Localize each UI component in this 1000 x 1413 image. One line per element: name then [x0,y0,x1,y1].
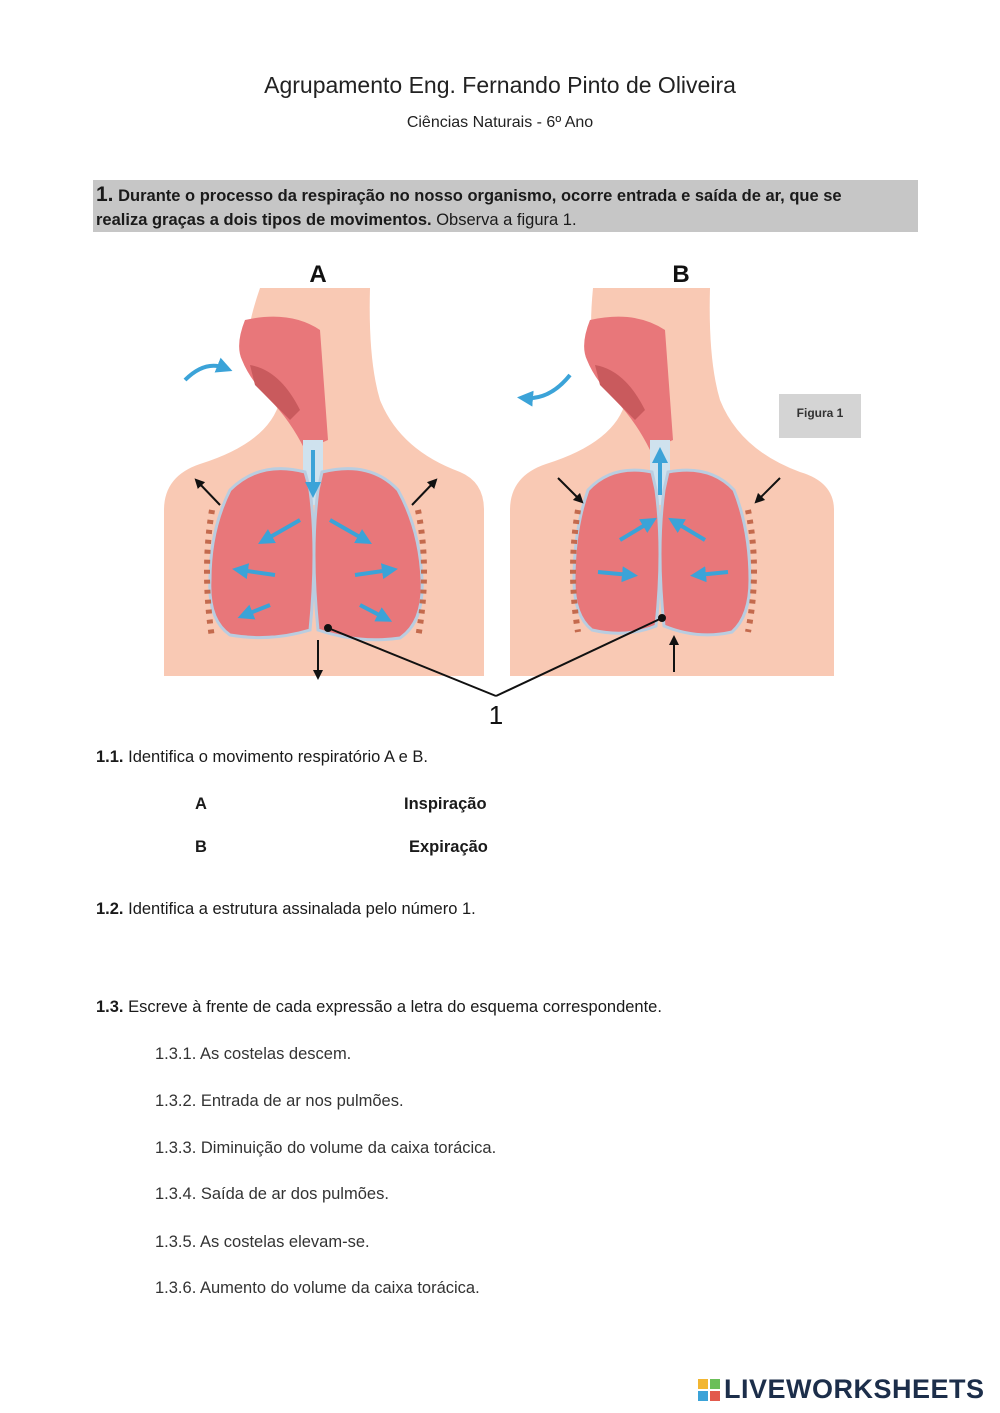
question-1-normal-tail: Observa a figura 1. [431,211,577,229]
label-b: B [672,261,690,288]
answer-letter-a: A [195,795,207,813]
list-item: 1.3.6. Aumento do volume da caixa torácica. [155,1279,480,1297]
document-subtitle: Ciências Naturais - 6º Ano [406,114,594,131]
question-1-3 [96,998,662,1017]
question-1-line-2 [96,208,577,232]
question-1-1 [96,748,428,767]
figure-b-lungs [573,470,754,635]
list-item: 1.3.2. Entrada de ar nos pulmões. [155,1092,404,1110]
list-item: 1.3.4. Saída de ar dos pulmões. [155,1185,389,1203]
question-1-1-number: 1.1. [96,748,124,766]
label-1: 1 [488,700,504,730]
question-1-2-text: Identifica a estrutura assinalada pelo número 1. [123,900,476,918]
figure-caption: Figura 1 [796,406,844,420]
question-1-bold-line-1: Durante o processo da respiração no nosso organismo, ocorre entrada e saída de ar, que se [113,187,842,205]
question-1-line-1 [96,183,842,208]
respiration-figure [150,250,870,730]
list-item: 1.3.3. Diminuição do volume da caixa torácica. [155,1139,497,1157]
question-1-2 [96,900,476,919]
question-1-2-number: 1.2. [96,900,124,918]
liveworksheets-brand[interactable]: LIVEWORKSHEETS [724,1374,985,1404]
liveworksheets-logo-icon [698,1379,720,1401]
question-1-bold-line-2: realiza graças a dois tipos de movimentos. [96,211,432,229]
answer-letter-b: B [195,838,207,856]
question-1-number: 1. [96,183,114,206]
answer-value-a[interactable]: Inspiração [404,795,487,813]
answer-value-b[interactable]: Expiração [409,838,488,856]
document-title: Agrupamento Eng. Fernando Pinto de Oliveira [264,72,736,98]
question-1-3-text: Escreve à frente de cada expressão a letra do esquema correspondente. [123,998,662,1016]
list-item: 1.3.1. As costelas descem. [155,1045,352,1063]
question-1-1-text: Identifica o movimento respiratório A e B. [123,748,429,766]
list-item: 1.3.5. As costelas elevam-se. [155,1233,370,1251]
label-a: A [309,261,327,288]
question-1-3-number: 1.3. [96,998,124,1016]
